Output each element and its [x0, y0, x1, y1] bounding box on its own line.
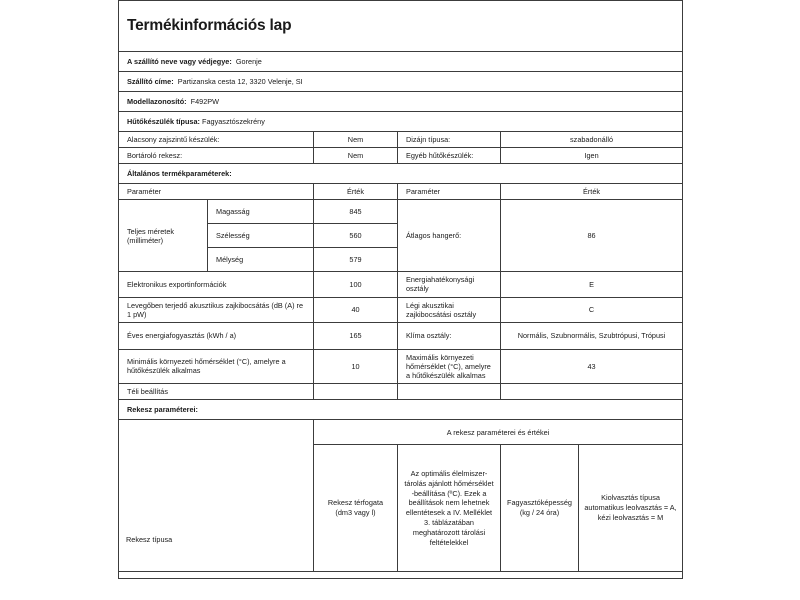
header-value-left: Érték	[314, 184, 398, 200]
winter-setting-value	[314, 384, 398, 400]
dimension-value-width: 560	[314, 224, 398, 248]
export-info-value: 100	[314, 272, 398, 297]
supplier-name-row	[119, 52, 683, 72]
product-information-sheet	[118, 0, 682, 579]
low-noise-label: Alacsony zajszintű készülék:	[119, 132, 314, 148]
average-noise-value: 86	[501, 200, 683, 272]
model-label: Modellazonosító:	[127, 96, 187, 106]
supplier-name-label: A szállító neve vagy védjegye:	[127, 56, 232, 66]
column-header-volume: Rekesz térfogata (dm3 vagy l)	[314, 445, 398, 572]
title-row	[119, 1, 683, 52]
dimension-value-depth: 579	[314, 248, 398, 272]
other-appliance-value: Igen	[501, 148, 683, 164]
title-cell	[119, 1, 683, 52]
design-type-value: szabadonálló	[501, 132, 683, 148]
column-header-freezing-capacity: Fagyasztóképesség (kg / 24 óra)	[501, 445, 579, 572]
binary-row	[119, 148, 683, 164]
dimension-name-height: Magasság	[208, 200, 314, 224]
noise-class-value: C	[501, 297, 683, 322]
appliance-type-value: Fagyasztószekrény	[202, 116, 265, 126]
header-value-right: Érték	[501, 184, 683, 200]
compartment-section-header-row	[119, 400, 683, 420]
max-ambient-temp-label: Maximális környezeti hőmérséklet (°C), amelyre a hűtőkészülék alkalmas	[398, 349, 501, 383]
compartment-spanning-header: A rekesz paraméterei és értékei	[314, 420, 683, 445]
supplier-address-value: Partizanska cesta 12, 3320 Velenje, SI	[177, 76, 303, 86]
annual-energy-value: 165	[314, 322, 398, 349]
general-data-row	[119, 297, 683, 322]
energy-class-label: Energiahatékonysági osztály	[398, 272, 501, 297]
design-type-label: Dizájn típusa:	[398, 132, 501, 148]
appliance-type-row	[119, 112, 683, 132]
page-title: Termékinformációs lap	[127, 17, 292, 35]
model-cell	[119, 92, 683, 112]
column-header-temperature: Az optimális élelmiszer-tárolás ajánlott hőmérséklet -beállítása (ºC). Ezek a beállítások nem lehetnek ellentétesek a IV. Melléklet 3. táblázatában meghatározott tárolási feltételekkel	[398, 445, 501, 572]
general-data-row	[119, 322, 683, 349]
binary-row	[119, 132, 683, 148]
energy-class-value: E	[501, 272, 683, 297]
appliance-type-label: Hűtőkészülék típusa:	[127, 116, 200, 126]
climate-class-label: Klíma osztály:	[398, 322, 501, 349]
winter-setting-right-value	[501, 384, 683, 400]
wine-compartment-label: Bortároló rekesz:	[119, 148, 314, 164]
min-ambient-temp-label: Minimális környezeti hőmérséklet (°C), amelyre a hűtőkészülék alkalmas	[119, 349, 314, 383]
dimension-name-width: Szélesség	[208, 224, 314, 248]
supplier-name-cell	[119, 52, 683, 72]
noise-class-label: Légi akusztikai zajkibocsátási osztály	[398, 297, 501, 322]
dimension-value-height: 845	[314, 200, 398, 224]
max-ambient-temp-value: 43	[501, 349, 683, 383]
supplier-address-row	[119, 72, 683, 92]
export-info-label: Elektronikus exportinformációk	[119, 272, 314, 297]
other-appliance-label: Egyéb hűtőkészülék:	[398, 148, 501, 164]
dimension-name-depth: Mélység	[208, 248, 314, 272]
airborne-noise-label: Levegőben terjedő akusztikus zajkibocsátás (dB (A) re 1 pW)	[119, 297, 314, 322]
wine-compartment-value: Nem	[314, 148, 398, 164]
general-data-row	[119, 349, 683, 383]
average-noise-label: Átlagos hangerő:	[398, 200, 501, 272]
overall-dimensions-label: Teljes méretek (milliméter)	[119, 200, 208, 272]
model-value: F492PW	[190, 96, 220, 106]
model-row	[119, 92, 683, 112]
general-section-title: Általános termékparaméterek:	[119, 164, 683, 184]
supplier-address-cell	[119, 72, 683, 92]
annual-energy-label: Éves energiafogyasztás (kWh / a)	[119, 322, 314, 349]
low-noise-value: Nem	[314, 132, 398, 148]
column-header-compartment-type: Rekesz típusa	[126, 534, 173, 544]
general-section-header-row	[119, 164, 683, 184]
winter-setting-label: Téli beállítás	[119, 384, 314, 400]
appliance-type-cell	[119, 112, 683, 132]
general-data-row	[119, 272, 683, 297]
airborne-noise-value: 40	[314, 297, 398, 322]
header-param-left: Paraméter	[119, 184, 314, 200]
supplier-address-label: Szállító címe:	[127, 76, 174, 86]
compartment-spanning-header-row	[119, 420, 683, 445]
climate-class-value: Normális, Szubnormális, Szubtrópusi, Trópusi	[501, 322, 683, 349]
compartment-section-title: Rekesz paraméterei:	[119, 400, 683, 420]
min-ambient-temp-value: 10	[314, 349, 398, 383]
general-data-row	[119, 384, 683, 400]
header-param-right: Paraméter	[398, 184, 501, 200]
dimension-row-height	[119, 200, 683, 224]
supplier-name-value: Gorenje	[235, 56, 262, 66]
general-column-header-row	[119, 184, 683, 200]
column-header-defrost: Kiolvasztás típusa automatikus leolvasztás = A, kézi leolvasztás = M	[579, 445, 683, 572]
winter-setting-right-label	[398, 384, 501, 400]
